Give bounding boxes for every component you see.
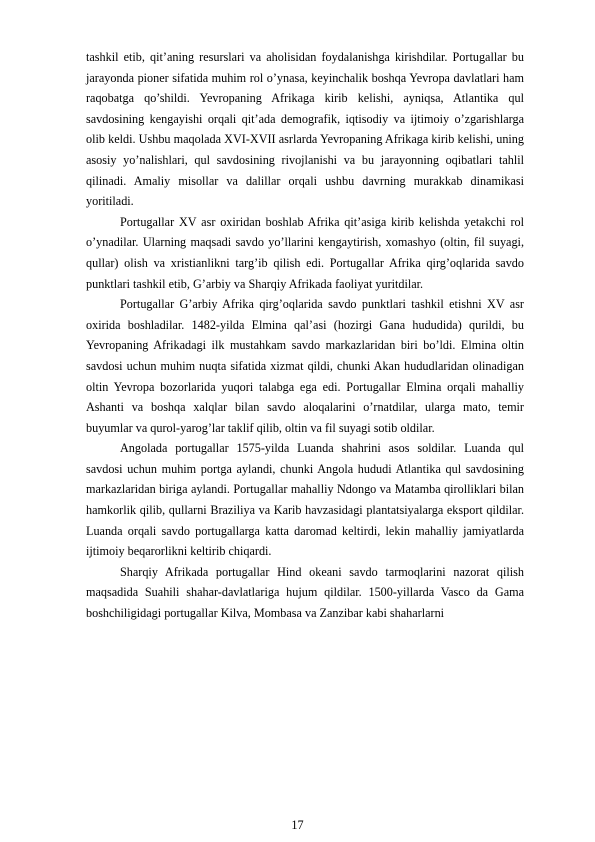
paragraph-2: Portugallar XV asr oxiridan boshlab Afrika qit’asiga kirib kelishda yetakchi rol o’ynadilar. Ularning maqsadi savdo yo’llarini kengaytirish, xomashyo (oltin, fil suyagi, qullar) olish va xristianlikni targ’ib qilish edi. Portugallar Afrika qirg’oqlarida savdo punktlari tashkil etib, G’arbiy va Sharqiy Afrikada faoliyat yuritdilar. <box>86 214 524 291</box>
document-body <box>86 47 524 624</box>
page-number: 17 <box>291 818 304 832</box>
paragraph-3: Portugallar G’arbiy Afrika qirg’oqlarida savdo punktlari tashkil etishni XV asr oxirida boshladilar. 1482-yilda Elmina qal’asi (hozirgi Gana hududida) qurildi, bu Yevropaning Afrikadagi ilk mustahkam savdo markazlaridan biri bo’ldi. Elmina oltin savdosi uchun muhim nuqta sifatida xizmat qildi, chunki Akan hududlaridan olinadigan oltin Yevropa bozorlarida yuqori talabga ega edi. Portugallar Elmina orqali mahalliy Ashanti va boshqa xalqlar bilan savdo aloqalarini o’rnatdilar, ularga mato, temir buyumlar va qurol-yarog’lar taklif qilib, oltin va fil suyagi sotib oldilar. <box>86 297 524 435</box>
paragraph-5: Sharqiy Afrikada portugallar Hind okeani savdo tarmoqlarini nazorat qilish maqsadida Suahili shahar-davlatlariga hujum qildilar. 1500-yillarda Vasco da Gama boshchiligidagi portugallar Kilva, Mombasa va Zanzibar kabi shaharlarni <box>86 564 524 621</box>
paragraph-4: Angolada portugallar 1575-yilda Luanda shahrini asos soldilar. Luanda qul savdosi uchun muhim portga aylandi, chunki Angola hududi Atlantika qul savdosining markazlaridan biriga aylandi. Portugallar mahalliy Ndongo va Matamba qirolliklari bilan hamkorlik qilib, qullarni Braziliya va Karib havzasidagi plantatsiyalarga eksport qildilar. Luanda orqali savdo portugallarga katta daromad keltirdi, lekin mahalliy jamiyatlarda ijtimoiy beqarorlikni keltirib chiqardi. <box>86 441 524 559</box>
paragraph-1: tashkil etib, qit’aning resurslari va aholisidan foydalanishga kirishdilar. Portugallar bu jarayonda pioner sifatida muhim rol o’ynasa, keyinchalik boshqa Yevropa davlatlari ham raqobatga qo’shildi. Yevropaning Afrikaga kirib kelishi, ayniqsa, Atlantika qul savdosining kengayishi orqali qit’ada demografik, iqtisodiy va ijtimoiy o’zgarishlarga olib keldi. Ushbu maqolada XVI-XVII asrlarda Yevropaning Afrikaga kirib kelishi, uning asosiy yo’nalishlari, qul savdosining rivojlanishi va bu jarayonning oqibatlari tahlil qilinadi. Amaliy misollar va dalillar orqali ushbu davrning murakkab dinamikasi yoritiladi. <box>86 50 524 209</box>
